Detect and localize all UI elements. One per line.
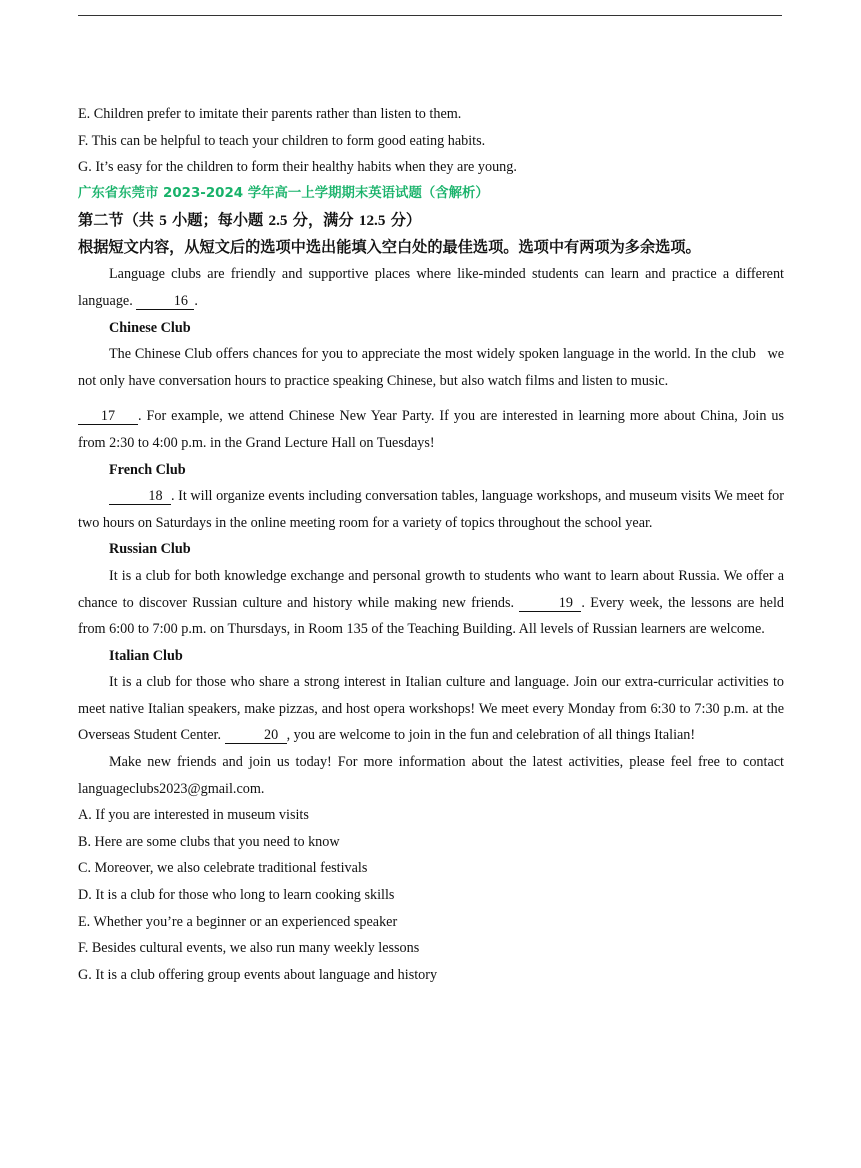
header-rule bbox=[78, 15, 782, 16]
blank-20[interactable]: 20 bbox=[225, 727, 287, 744]
section-instruction: 根据短文内容，从短文后的选项中选出能填入空白处的最佳选项。选项中有两项为多余选项。 bbox=[78, 238, 701, 257]
blank-16[interactable]: 16 bbox=[136, 293, 194, 310]
passage-intro: Language clubs are friendly and supportive places where like-minded students can learn and practice a different language. 16 . bbox=[78, 266, 784, 309]
document-body bbox=[78, 101, 784, 988]
blank-18[interactable]: 18 bbox=[109, 488, 171, 505]
closing-paragraph: Make new friends and join us today! For more information about the latest activities, please feel free to contact languageclubs2023@gmail.com. bbox=[78, 754, 784, 797]
french-club-heading: French Club bbox=[109, 461, 186, 478]
italian-club-paragraph: It is a club for those who share a strong interest in Italian culture and language. Join our extra-curricular activities to meet native Italian speakers, make pizzas, and host opera workshops! We meet every Monday from 6:30 to 7:30 p.m. at the Overseas Student Center. 20 , you are welcome to join in the fun and celebration of all things Italian! bbox=[78, 674, 784, 744]
source-title: 广东省东莞市 2023-2024 学年高一上学期期末英语试题（含解析） bbox=[78, 185, 489, 201]
blank-19[interactable]: 19 bbox=[519, 595, 581, 612]
option-e: E. Whether you’re a beginner or an experienced speaker bbox=[78, 913, 398, 930]
option-c: C. Moreover, we also celebrate traditional festivals bbox=[78, 860, 368, 877]
option-d: D. It is a club for those who long to learn cooking skills bbox=[78, 887, 395, 904]
prev-option-f: F. This can be helpful to teach your children to form good eating habits. bbox=[78, 132, 486, 149]
prev-option-g: G. It’s easy for the children to form their healthy habits when they are young. bbox=[78, 159, 517, 176]
option-g: G. It is a club offering group events about language and history bbox=[78, 966, 438, 983]
italian-club-heading: Italian Club bbox=[109, 647, 183, 664]
russian-club-heading: Russian Club bbox=[109, 541, 191, 558]
french-club-paragraph: 18 . It will organize events including conversation tables, language workshops, and museum visits We meet for two hours on Saturdays in the online meeting room for a variety of topics throughout the school year. bbox=[78, 488, 784, 531]
prev-option-e: E. Children prefer to imitate their parents rather than listen to them. bbox=[78, 106, 462, 122]
option-f: F. Besides cultural events, we also run many weekly lessons bbox=[78, 940, 420, 957]
russian-club-paragraph: It is a club for both knowledge exchange and personal growth to students who want to learn about Russia. We offer a chance to discover Russian culture and history while making new friends. 19 . Every week, the lessons are held from 6:00 to 7:00 p.m. on Thursdays, in Room 135 of the Teaching Building. All levels of Russian learners are welcome. bbox=[78, 567, 784, 638]
chinese-club-paragraph-1: The Chinese Club offers chances for you to appreciate the most widely spoken language in the world. In the club we not only have conversation hours to practice speaking Chinese, but also watch films and listen to music. bbox=[78, 346, 785, 389]
section-title: 第二节（共 5 小题；每小题 2.5 分，满分 12.5 分） bbox=[78, 211, 422, 230]
blank-17[interactable]: 17 bbox=[78, 408, 138, 425]
option-a: A. If you are interested in museum visits bbox=[78, 807, 309, 824]
chinese-club-heading: Chinese Club bbox=[109, 319, 191, 336]
chinese-club-paragraph-2: 17 . For example, we attend Chinese New Year Party. If you are interested in learning more about China, Join us from 2:30 to 4:00 p.m. in the Grand Lecture Hall on Tuesdays! bbox=[78, 408, 784, 451]
option-b: B. Here are some clubs that you need to know bbox=[78, 833, 340, 850]
